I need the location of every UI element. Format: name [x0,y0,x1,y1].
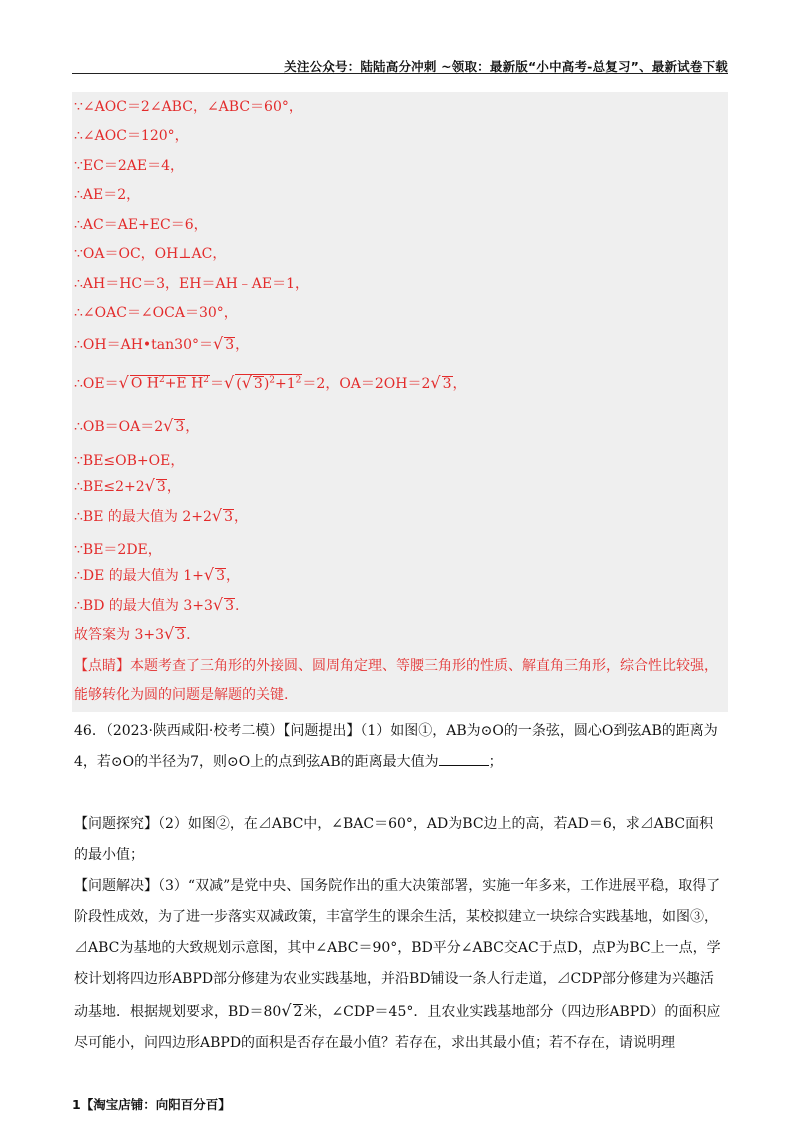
solution-line-6: ∵OA＝OC，OH⊥AC， [74,246,227,262]
solution-line-3: ∵EC＝2AE＝4， [74,158,184,174]
sqrt-sign: √ [118,373,129,392]
solution-line-9 [74,334,249,354]
solution-line-4: ∴AE＝2， [74,187,141,203]
answer-blank[interactable] [439,753,489,766]
question-46-part-2: 【问题探究】（2）如图②，在⊿ABC中，∠BAC＝60°，AD为BC边上的高，若AD＝6，求⊿ABC面积的最小值； [74,816,714,863]
comma: ， [452,376,467,392]
header-rule [72,73,728,74]
solution-line-12: ∵BE≤OB+OE， [74,453,185,469]
oe-radicand-2: (√ $3)^2+1^2$ [236,373,302,392]
solution-line-10: ∴OE＝√ O $H^2+E$ $H^2=√$ (√ $3)^2+1^2=2$，OA＝2OH＝2√ 3， [74,373,467,392]
sqrt-sign: √ [212,334,224,353]
sqrt-radicand: 3 [225,337,235,353]
question-46-part-1: 46．（2023·陕西咸阳·校考二模）【问题提出】（1）如图①，AB为⊙O的一条弦，圆心O到弦AB的距离为4，若⊙O的半径为7，则⊙O上的点到弦AB的距离最大值为 ； [74,723,718,770]
solution-line-16: ∴DE 的最大值为 1+√ 3， [74,565,241,584]
sqrt-radicand: 3 [442,376,452,392]
oe-text: ∴OE＝ [74,376,119,392]
solution-line-1: ∵∠AOC＝2∠ABC，∠ABC＝60°， [74,99,303,115]
solution-line-2: ∴∠AOC＝120°， [74,128,189,144]
solution-box [72,92,728,712]
oe-result: ＝2，OA＝2OH＝2 [302,376,431,392]
oe-radicand-1: O $H^2+E$ $H^2$ [130,375,210,392]
solution-line-13: ∴BE≤2+2√ 3， [74,476,181,495]
oh-text: ∴OH＝AH•tan30°＝ [74,337,213,353]
key-point-note: 【点睛】本题考查了三角形的外接圆、圆周角定理、等腰三角形的性质、解直角三角形，综合性比较强，能够转化为圆的问题是解题的关键. [74,658,718,703]
solution-line-8: ∴∠OAC＝∠OCA＝30°， [74,305,238,321]
solution-line-7: ∴AH＝HC＝3，EH＝AH﹣AE＝1， [74,276,310,292]
solution-line-18: 故答案为 3+3√ 3. [74,624,191,643]
solution-line-15: ∵BE＝2DE， [74,542,162,558]
solution-line-14: ∴BE 的最大值为 2+2√ 3， [74,506,248,525]
comma: ， [235,337,250,353]
sqrt-radicand: 2 [293,1004,303,1020]
solution-line-11: ∴OB＝OA＝2√ 3， [74,416,200,435]
solution-line-17: ∴BD 的最大值为 3+3√ 3. [74,595,240,614]
page-footer: 1【淘宝店铺：向阳百分百】 [72,1097,231,1112]
page-header: 关注公众号：陆陆高分冲刺 ~领取：最新版“小中高考-总复习”、最新试卷下载 [284,59,728,74]
question-46-part-3: 【问题解决】（3）“双减”是党中央、国务院作出的重大决策部署，实施一年多来，工作进展平稳，取得了阶段性成效，为了进一步落实双减政策，丰富学生的课余生活，某校拟建立一块综合实践基地，如图③，⊿ABC为基地的大致规划示意图，其中∠ABC＝90°，BD平分∠ABC交AC于点D，点P为BC上一点，学校计划将四边形ABPD部分修建为农业实践基地，并沿BD铺设一条人行走道，⊿CDP部分修建为兴趣活动基地．根据规划要求，BD＝80√ 2米，∠CDP＝45°．且农业实践基地部分（四边形ABPD）的面积应尽可能小，问四边形ABPD的面积是否存在最小值？若存在，求出其最小值；若不存在，请说明理 [74,878,721,1051]
sqrt-sign: √ [430,373,441,392]
sqrt-sign: √ [224,373,235,392]
sqrt-sign: √ [281,1001,292,1020]
solution-line-5: ∴AC＝AE+EC＝6， [74,217,208,233]
